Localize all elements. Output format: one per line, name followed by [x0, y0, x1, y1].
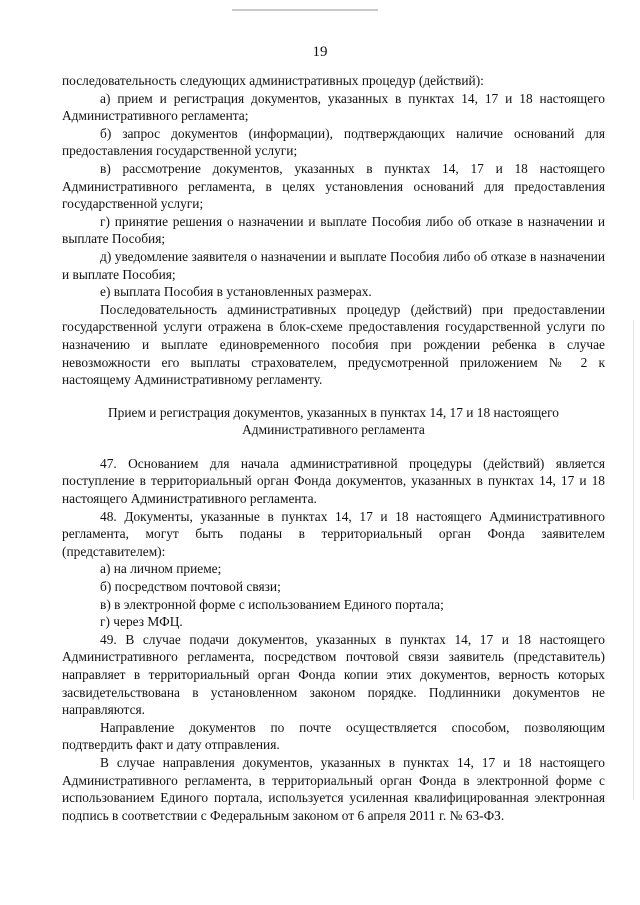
paragraph-post-method: Направление документов по почте осуществляется способом, позволяющим подтвердить факт и дату отправления.	[62, 719, 605, 753]
list-item-b: б) запрос документов (информации), подтверждающих наличие оснований для предоставления государственной услуги;	[62, 125, 605, 159]
list-item-b-post: б) посредством почтовой связи;	[100, 579, 281, 595]
scan-edge-mark	[232, 9, 378, 11]
list-item-a: а) прием и регистрация документов, указанных в пунктах 14, 17 и 18 настоящего Административного регламента;	[62, 90, 605, 124]
paragraph-continuation: последовательность следующих административных процедур (действий):	[62, 73, 484, 88]
list-item-v: в) рассмотрение документов, указанных в пунктах 14, 17 и 18 настоящего Административного регламента, в целях установления оснований для предоставления государственной услуги;	[62, 160, 605, 212]
list-item-g-mfc: г) через МФЦ.	[100, 614, 183, 630]
paragraph-electronic-signature: В случае направления документов, указанных в пунктах 14, 17 и 18 настоящего Административного регламента, в территориальный орган Фонда в электронной форме с использованием Единого портала, используется усиленная квалифицированная электронная подпись в соответствии с Федеральным законом от 6 апреля 2011 г. № 63-ФЗ.	[62, 754, 605, 823]
list-item-g: г) принятие решения о назначении и выплате Пособия либо об отказе в назначении и выплате Пособия;	[62, 213, 605, 247]
paragraph-block-scheme: Последовательность административных процедур (действий) при предоставлении государственной услуги отражена в блок-схеме предоставления государственной услуги по назначению и выплате единовременного пособия при рождении ребенка в случае невозможности его выплаты страхователем, предусмотренной приложением № 2 к настоящему Административному регламенту.	[62, 301, 605, 388]
list-item-v-electronic: в) в электронной форме с использованием Единого портала;	[100, 596, 444, 612]
list-item-e: е) выплата Пособия в установленных размерах.	[100, 284, 372, 300]
page-number: 19	[312, 44, 328, 60]
paragraph-47: 47. Основанием для начала административной процедуры (действий) является поступление в территориальный орган Фонда документов, указанных в пунктах 14, 17 и 18 настоящего Административного регламента.	[62, 455, 605, 507]
document-body	[62, 72, 605, 824]
paragraph-49: 49. В случае подачи документов, указанных в пунктах 14, 17 и 18 настоящего Административного регламента, посредством почтовой связи заявитель (представитель) направляет в территориальный орган Фонда копии этих документов, верность которых засвидетельствована в установленном законом порядке. Подлинники документов не направляются.	[62, 631, 605, 718]
paragraph-48: 48. Документы, указанные в пунктах 14, 17 и 18 настоящего Административного регламента, могут быть поданы в территориальный орган Фонда заявителем (представителем):	[62, 508, 605, 559]
section-heading: Прием и регистрация документов, указанных в пунктах 14, 17 и 18 настоящего Административного регламента	[108, 404, 559, 438]
list-item-a-personal: а) на личном приеме;	[100, 561, 222, 577]
list-item-d: д) уведомление заявителя о назначении и выплате Пособия либо об отказе в назначении и выплате Пособия;	[62, 248, 605, 282]
scan-edge-shadow	[633, 320, 634, 800]
